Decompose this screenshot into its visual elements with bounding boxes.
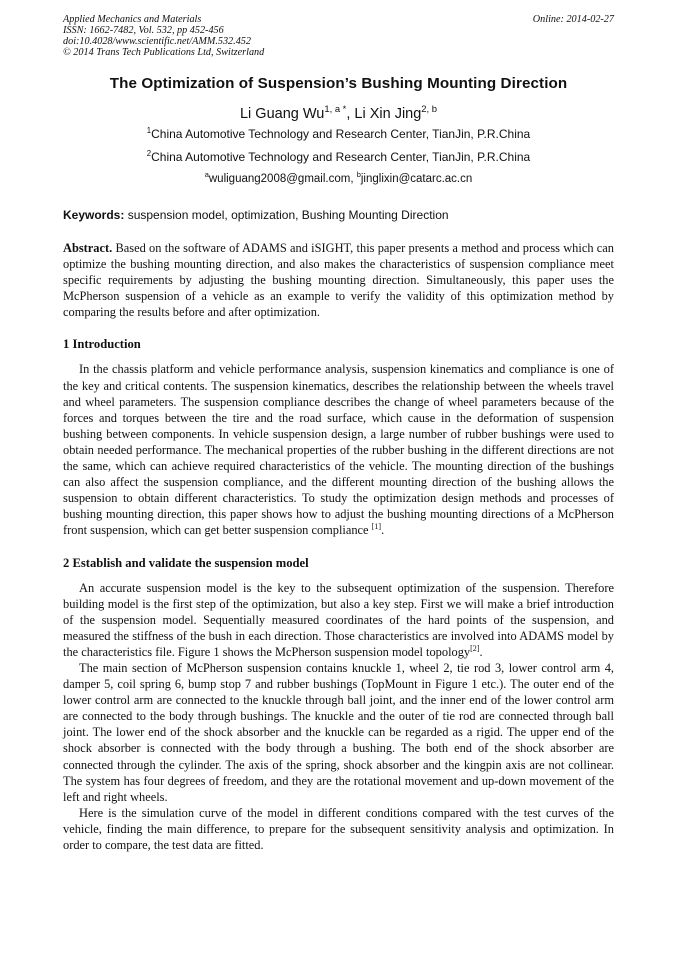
issn-line: ISSN: 1662-7482, Vol. 532, pp 452-456 <box>63 25 224 36</box>
section-2-paragraph-2: The main section of McPherson suspension contains knuckle 1, wheel 2, tie rod 3, lower control arm 4, damper 5, coil spring 6, bump stop 7 and rubber bushings (TopMount in Figure 1 etc.). The outer end of the lower control arm are connected to the knuckle through ball joint, and the inner end of the lower control arm are connected to the body through bushings. The knuckle and the outer of tie rod are connected through ball joint. The lower end of the shock absorber and the knuckle can be regarded as a rigid. The upper end of the shock absorber is connected with the body through a bushing. The both end of the shock absorber are connected through the cylinder. The axis of the spring, shock absorber and the kingpin axis are not collinear. The system has four degrees of freedom, and they are the rotational movement and up-down movement of the left and right wheels. <box>63 660 614 804</box>
section-2-paragraph-1-text: An accurate suspension model is the key to the subsequent optimization of the suspension. Therefore building model is the first step of the optimization, but also a key step. First we will make a brief introduction of the suspension model. Sequentially measured coordinates of the hard points of the suspension, and measured the stiffness of the bush in each direction. Those characteristics are involved into ADAMS model by the characteristics file. Figure 1 shows the McPherson suspension model topology <box>63 580 614 659</box>
citation-1: [1] <box>371 522 382 532</box>
section-1-paragraph-1-text: In the chassis platform and vehicle performance analysis, suspension kinematics and compliance is one of the key and critical contents. The suspension kinematics, describes the relationship between the wheels travel and wheel parameters. The suspension compliance describes the change of wheel parameters because of the forces and torques between the tire and the road surface, which cause in the deformation of suspension bushing between components. In vehicle suspension design, a large number of rubber bushings were used to obtain needed performance. The mechanical properties of the rubber bushing in the different directions are not the same, which can achieve required characteristics of the vehicle. The mounting direction of the bushings can also affect the suspension compliance, and the different mounting direction of the bushing allows the suspension to obtain different characteristics. To study the optimization design methods and processes of bushing mounting direction, this paper shows how to adjust the bushing mounting directions of a McPherson front suspension, which can get better suspension compliance <box>63 362 614 538</box>
keywords <box>63 208 614 222</box>
author-2-sup: 2, b <box>421 103 437 115</box>
author-separator: , <box>346 106 355 122</box>
journal-header <box>63 14 614 58</box>
section-2-paragraph-1-end: . <box>479 644 483 659</box>
section-1-heading: 1 Introduction <box>63 337 141 352</box>
section-2-body <box>63 580 614 854</box>
section-1-body <box>63 361 614 538</box>
affiliation-1-text: China Automotive Technology and Research Center, TianJin, P.R.China <box>151 127 531 141</box>
doi-line: doi:10.4028/www.scientific.net/AMM.532.452 <box>63 36 251 47</box>
section-1-paragraph-1 <box>63 361 614 538</box>
journal-name: Applied Mechanics and Materials <box>63 14 202 25</box>
affiliation-2-sup: 2 <box>146 149 152 158</box>
citation-2: [2] <box>470 643 480 653</box>
online-date: Online: 2014-02-27 <box>532 14 614 25</box>
email-a[interactable]: wuliguang2008@gmail.com, <box>208 173 357 185</box>
affiliation-1 <box>63 126 614 142</box>
author-2: Li Xin Jing <box>354 106 422 122</box>
abstract <box>63 240 614 320</box>
abstract-text: Based on the software of ADAMS and iSIGHT, this paper presents a method and process which can optimize the bushing mounting direction, and also makes the characteristics of suspension compliance meet specific requirements by adjusting the bushing mounting direction. Simultaneously, this paper uses the McPherson suspension of a vehicle as an example to verify the validity of this optimization method by comparing the results before and after optimization. <box>63 241 614 320</box>
keywords-label: Keywords: <box>63 208 125 222</box>
section-2-paragraph-3: Here is the simulation curve of the model in different conditions compared with the test curves of the vehicle, finding the main difference, to prepare for the subsequent sensitivity analysis and optimization. In order to compare, the test data are fitted. <box>63 805 614 852</box>
abstract-label: Abstract. <box>63 241 113 255</box>
author-line <box>63 103 614 122</box>
paper-page <box>63 14 614 853</box>
affiliation-2-text: China Automotive Technology and Research Center, TianJin, P.R.China <box>151 150 531 164</box>
email-a-sup: a <box>204 170 209 180</box>
author-1: Li Guang Wu <box>239 106 325 122</box>
copyright-line: © 2014 Trans Tech Publications Ltd, Switzerland <box>63 47 265 58</box>
section-1-paragraph-1-end: . <box>381 523 385 538</box>
section-2-paragraph-1 <box>63 580 614 660</box>
keywords-text: suspension model, optimization, Bushing Mounting Direction <box>124 208 449 222</box>
email-b-sup: b <box>356 170 361 180</box>
email-b[interactable]: jinglixin@catarc.ac.cn <box>360 173 473 185</box>
affiliation-2 <box>63 149 614 165</box>
affiliation-1-sup: 1 <box>146 126 152 135</box>
section-2-heading: 2 Establish and validate the suspension model <box>63 555 309 570</box>
paper-title: The Optimization of Suspension’s Bushing Mounting Direction <box>109 75 568 92</box>
email-line <box>63 170 614 185</box>
author-1-sup: 1, a * <box>324 103 347 115</box>
